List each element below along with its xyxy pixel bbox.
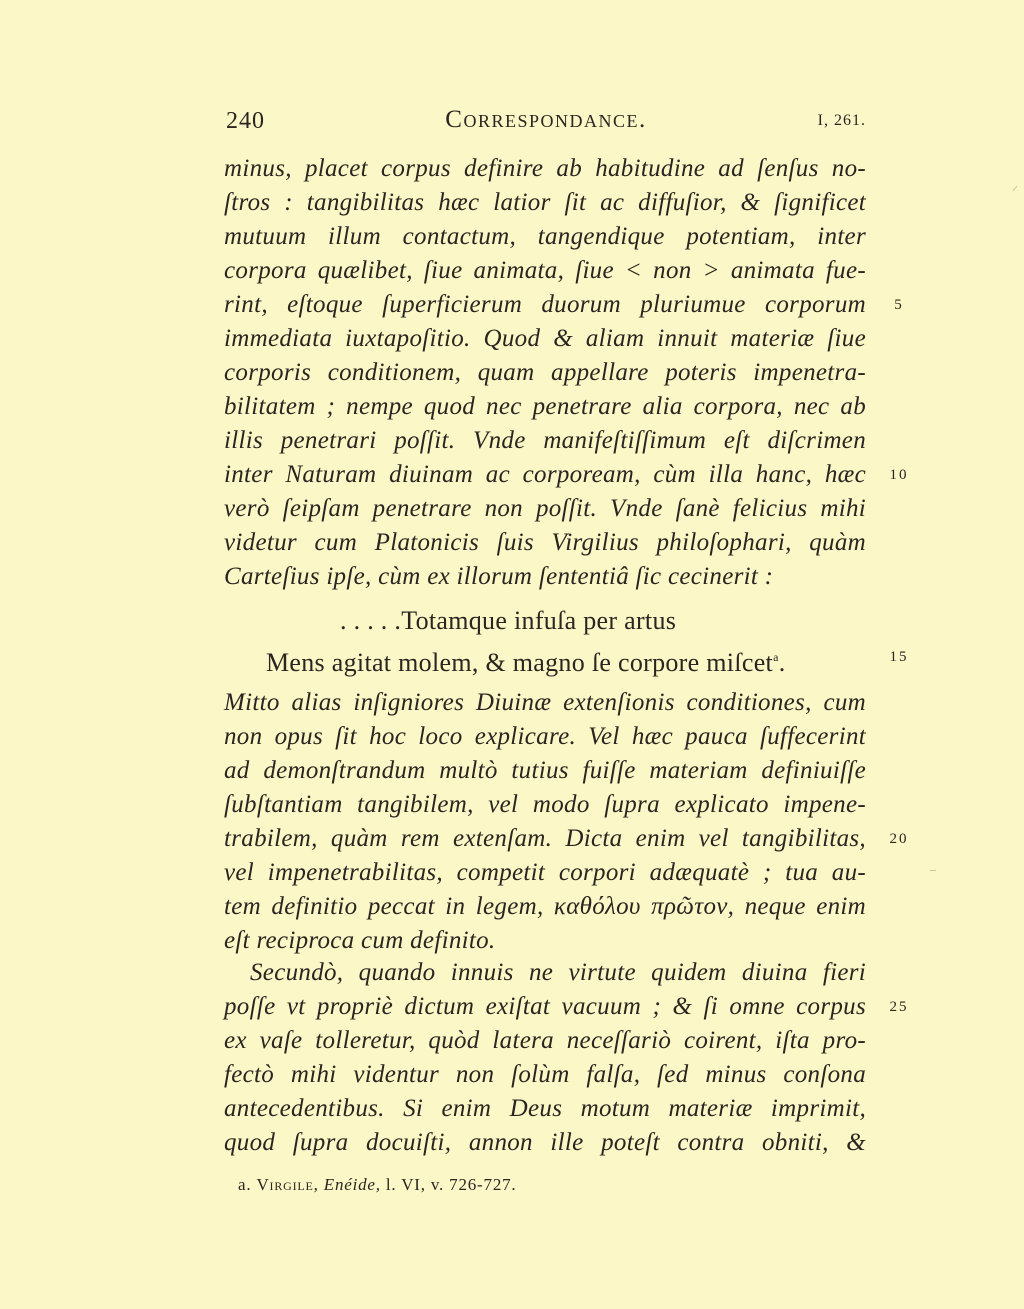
text-line: vel impenetrabilitas, competit corpori adæquatè ; tua au- — [224, 859, 866, 886]
verse-line-2-text: Mens agitat molem, & magno ſe corpore miſcet — [266, 648, 774, 677]
line-number: 25 — [889, 999, 909, 1015]
footnote-marker: a. — [238, 1175, 252, 1194]
verse-line-2 — [266, 640, 786, 680]
verse-line-1: . . . . .Totamque infuſa per artus — [340, 606, 677, 635]
footnote-author: Virgile, — [256, 1175, 319, 1194]
text-line: ſtros : tangibilitas hæc latior ſit ac diffuſior, & ſignificet — [224, 189, 866, 216]
text-line: ad demonſtrandum multò tutius fuiſſe materiam definiuiſſe — [224, 757, 866, 784]
text-line: verò ſeipſam penetrare non poſſit. Vnde ſanè felicius mihi — [224, 495, 866, 522]
running-title: Correspondance. — [445, 106, 647, 133]
text-line: videtur cum Platonicis ſuis Virgilius philoſophari, quàm — [224, 529, 866, 556]
text-line: Carteſius ipſe, cùm ex illorum ſententiâ ſic cecinerit : — [224, 563, 774, 590]
text-line: illis penetrari poſſit. Vnde manifeſtiſſimum eſt diſcrimen — [224, 427, 866, 454]
text-line: immediata iuxtapoſitio. Quod & aliam innuit materiæ ſiue — [224, 325, 866, 352]
footnote — [238, 1175, 516, 1195]
text-line: inter Naturam diuinam ac corpoream, cùm illa hanc, hæc — [224, 461, 866, 488]
text-line: tem definitio peccat in legem, καθόλου πρῶτον, neque enim — [224, 893, 866, 920]
line-number: 10 — [889, 467, 909, 483]
text-line: minus, placet corpus definire ab habitudine ad ſenſus no- — [224, 155, 866, 182]
text-line: poſſe vt propriè dictum exiſtat vacuum ; & ſi omne corpus — [224, 993, 866, 1020]
text-line: non opus ſit hoc loco explicare. Vel hæc pauca ſuffecerint — [224, 723, 866, 750]
line-number: 15 — [889, 649, 909, 665]
volume-reference: I, 261. — [817, 112, 866, 129]
text-line: corpora quælibet, ſiue animata, ſiue < non > animata fue- — [224, 257, 866, 284]
text-line: Mitto alias inſigniores Diuinæ extenſionis conditiones, cum — [224, 689, 866, 716]
margin-mark — [930, 870, 936, 871]
text-line: mutuum illum contactum, tangendique potentiam, inter — [224, 223, 866, 250]
footnote-work: Enéide, — [323, 1175, 381, 1194]
page-number: 240 — [226, 108, 265, 134]
footnote-ref-marker: a — [773, 650, 779, 664]
verse-line-2-end: . — [778, 648, 786, 677]
text-line: quod ſupra docuiſti, annon ille poteſt contra obniti, & — [224, 1129, 866, 1156]
footnote-location: l. VI, v. 726-727. — [385, 1175, 517, 1194]
line-number: 5 — [894, 297, 904, 313]
text-line: Secundò, quando innuis ne virtute quidem diuina fieri — [250, 959, 866, 986]
text-line: rint, eſtoque ſuperficierum duorum pluriumue corporum — [224, 291, 866, 318]
text-line: trabilem, quàm rem extenſam. Dicta enim vel tangibilitas, — [224, 825, 866, 852]
text-line: ex vaſe tolleretur, quòd latera neceſſariò coirent, iſta pro- — [224, 1027, 866, 1054]
margin-mark — [1013, 186, 1018, 191]
line-number: 20 — [889, 831, 909, 847]
text-line: fectò mihi videntur non ſolùm falſa, ſed minus conſona — [224, 1061, 866, 1088]
text-line: antecedentibus. Si enim Deus motum materiæ imprimit, — [224, 1095, 866, 1122]
page-header — [226, 106, 866, 142]
text-line: ſubſtantiam tangibilem, vel modo ſupra explicato impene- — [224, 791, 866, 818]
text-line: corporis conditionem, quam appellare poteris impenetra- — [224, 359, 866, 386]
text-line: bilitatem ; nempe quod nec penetrare alia corpora, nec ab — [224, 393, 866, 420]
text-line: eſt reciproca cum definito. — [224, 927, 496, 954]
